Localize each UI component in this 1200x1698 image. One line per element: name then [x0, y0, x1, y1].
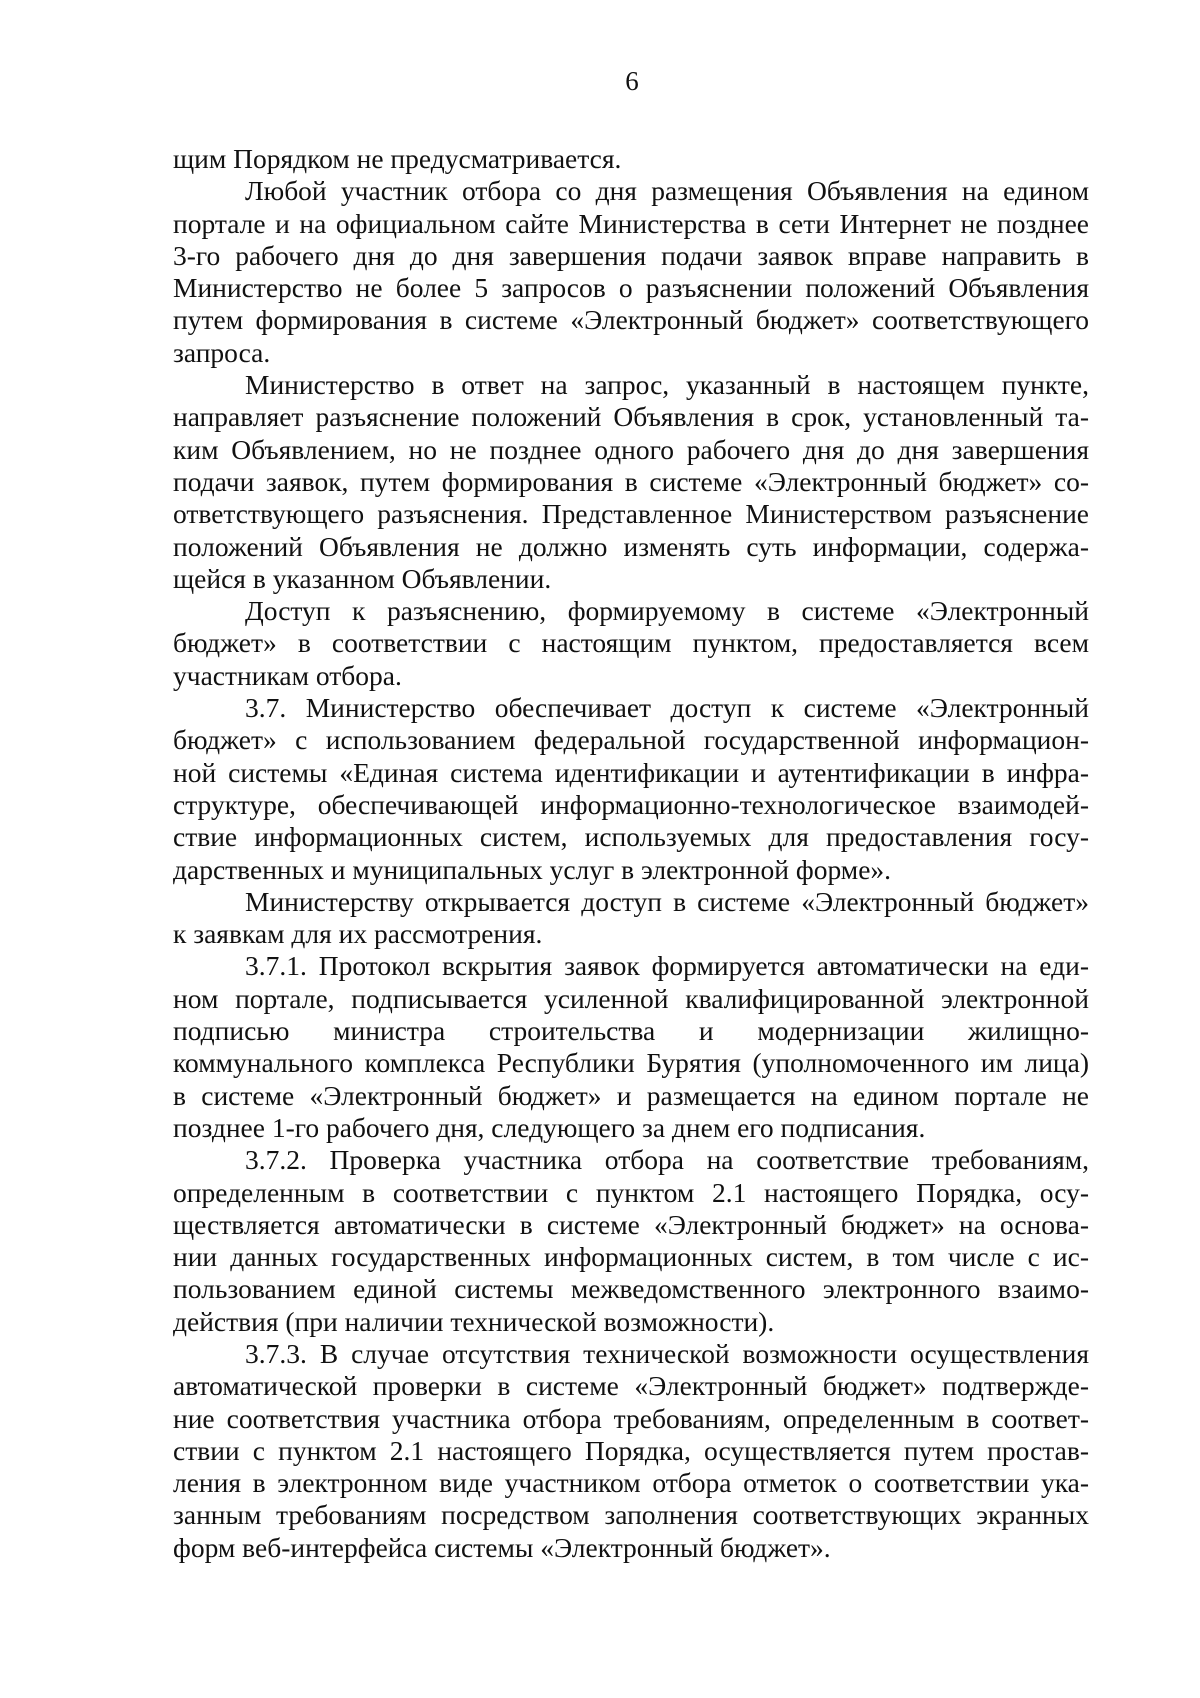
paragraph-line: дарственных и муниципальных услуг в электронной форме».: [173, 853, 892, 885]
paragraph-line: 3.7. Министерство обеспечивает доступ к системе «Электронный: [245, 692, 1089, 724]
paragraph-line: форм веб-интерфейса системы «Электронный бюджет».: [173, 1531, 831, 1563]
paragraph-line: щейся в указанном Объявлении.: [173, 562, 552, 594]
paragraph-line: автоматической проверки в системе «Электронный бюджет» подтвержде-: [173, 1370, 1089, 1402]
paragraph-line: 3.7.1. Протокол вскрытия заявок формируется автоматически на еди-: [245, 950, 1089, 982]
paragraph-line: направляет разъяснение положений Объявления в срок, установленный та-: [173, 401, 1089, 433]
paragraph-line: положений Объявления не должно изменять суть информации, содержа-: [173, 530, 1089, 562]
paragraph-line: портале и на официальном сайте Министерства в сети Интернет не позднее: [173, 207, 1089, 239]
paragraph-line: нии данных государственных информационных систем, в том числе с ис-: [173, 1241, 1089, 1273]
paragraph-line: пользованием единой системы межведомственного электронного взаимо-: [173, 1273, 1089, 1305]
paragraph-line: коммунального комплекса Республики Бурятия (уполномоченного им лица): [173, 1047, 1089, 1079]
paragraph-line: запроса.: [173, 336, 271, 368]
paragraph-line: Любой участник отбора со дня размещения Объявления на едином: [245, 175, 1089, 207]
paragraph-line: Министерство в ответ на запрос, указанный в настоящем пункте,: [245, 369, 1089, 401]
paragraph-line: щим Порядком не предусматривается.: [173, 143, 622, 174]
paragraph-line: ления в электронном виде участником отбора отметок о соответствии ука-: [173, 1467, 1089, 1499]
paragraph-line: ответствующего разъяснения. Представленное Министерством разъяснение: [173, 498, 1089, 530]
paragraph-line: к заявкам для их рассмотрения.: [173, 918, 543, 950]
paragraph-line: ном портале, подписывается усиленной квалифицированной электронной: [173, 982, 1089, 1014]
paragraph-line: позднее 1-го рабочего дня, следующего за днем его подписания.: [173, 1111, 926, 1143]
paragraph-line: участникам отбора.: [173, 659, 402, 691]
paragraph-line: путем формирования в системе «Электронный бюджет» соответствующего: [173, 304, 1089, 336]
paragraph-line: Министерство не более 5 запросов о разъяснении положений Объявления: [173, 272, 1089, 304]
paragraph-line: действия (при наличии технической возможности).: [173, 1305, 775, 1337]
paragraph-line: структуре, обеспечивающей информационно-технологическое взаимодей-: [173, 788, 1089, 820]
paragraph-line: подачи заявок, путем формирования в системе «Электронный бюджет» со-: [173, 465, 1089, 497]
paragraph-line: Доступ к разъяснению, формируемому в системе «Электронный: [245, 595, 1089, 627]
paragraph-line: 3.7.3. В случае отсутствия технической возможности осуществления: [245, 1337, 1089, 1369]
document-body: [173, 143, 1089, 1564]
paragraph-line: 3.7.2. Проверка участника отбора на соответствие требованиям,: [245, 1144, 1089, 1176]
paragraph-line: Министерству открывается доступ в системе «Электронный бюджет»: [245, 885, 1089, 917]
paragraph-line: ствии с пунктом 2.1 настоящего Порядка, осуществляется путем простав-: [173, 1434, 1089, 1466]
paragraph-line: определенным в соответствии с пунктом 2.1 настоящего Порядка, осу-: [173, 1176, 1089, 1208]
page-number: 6: [625, 66, 639, 96]
paragraph-line: ной системы «Единая система идентификации и аутентификации в инфра-: [173, 756, 1089, 788]
paragraph-line: ким Объявлением, но не позднее одного рабочего дня до дня завершения: [173, 433, 1089, 465]
paragraph-line: 3-го рабочего дня до дня завершения подачи заявок вправе направить в: [173, 239, 1089, 271]
paragraph-line: подписью министра строительства и модернизации жилищно-: [173, 1015, 1089, 1047]
paragraph-line: бюджет» в соответствии с настоящим пунктом, предоставляется всем: [173, 627, 1089, 659]
paragraph-line: бюджет» с использованием федеральной государственной информацион-: [173, 724, 1089, 756]
paragraph-line: в системе «Электронный бюджет» и размещается на едином портале не: [173, 1079, 1089, 1111]
paragraph-line: ствие информационных систем, используемых для предоставления госу-: [173, 821, 1089, 853]
paragraph-line: ние соответствия участника отбора требованиям, определенным в соответ-: [173, 1402, 1089, 1434]
paragraph-line: занным требованиям посредством заполнения соответствующих экранных: [173, 1499, 1089, 1531]
paragraph-line: ществляется автоматически в системе «Электронный бюджет» на основа-: [173, 1208, 1089, 1240]
